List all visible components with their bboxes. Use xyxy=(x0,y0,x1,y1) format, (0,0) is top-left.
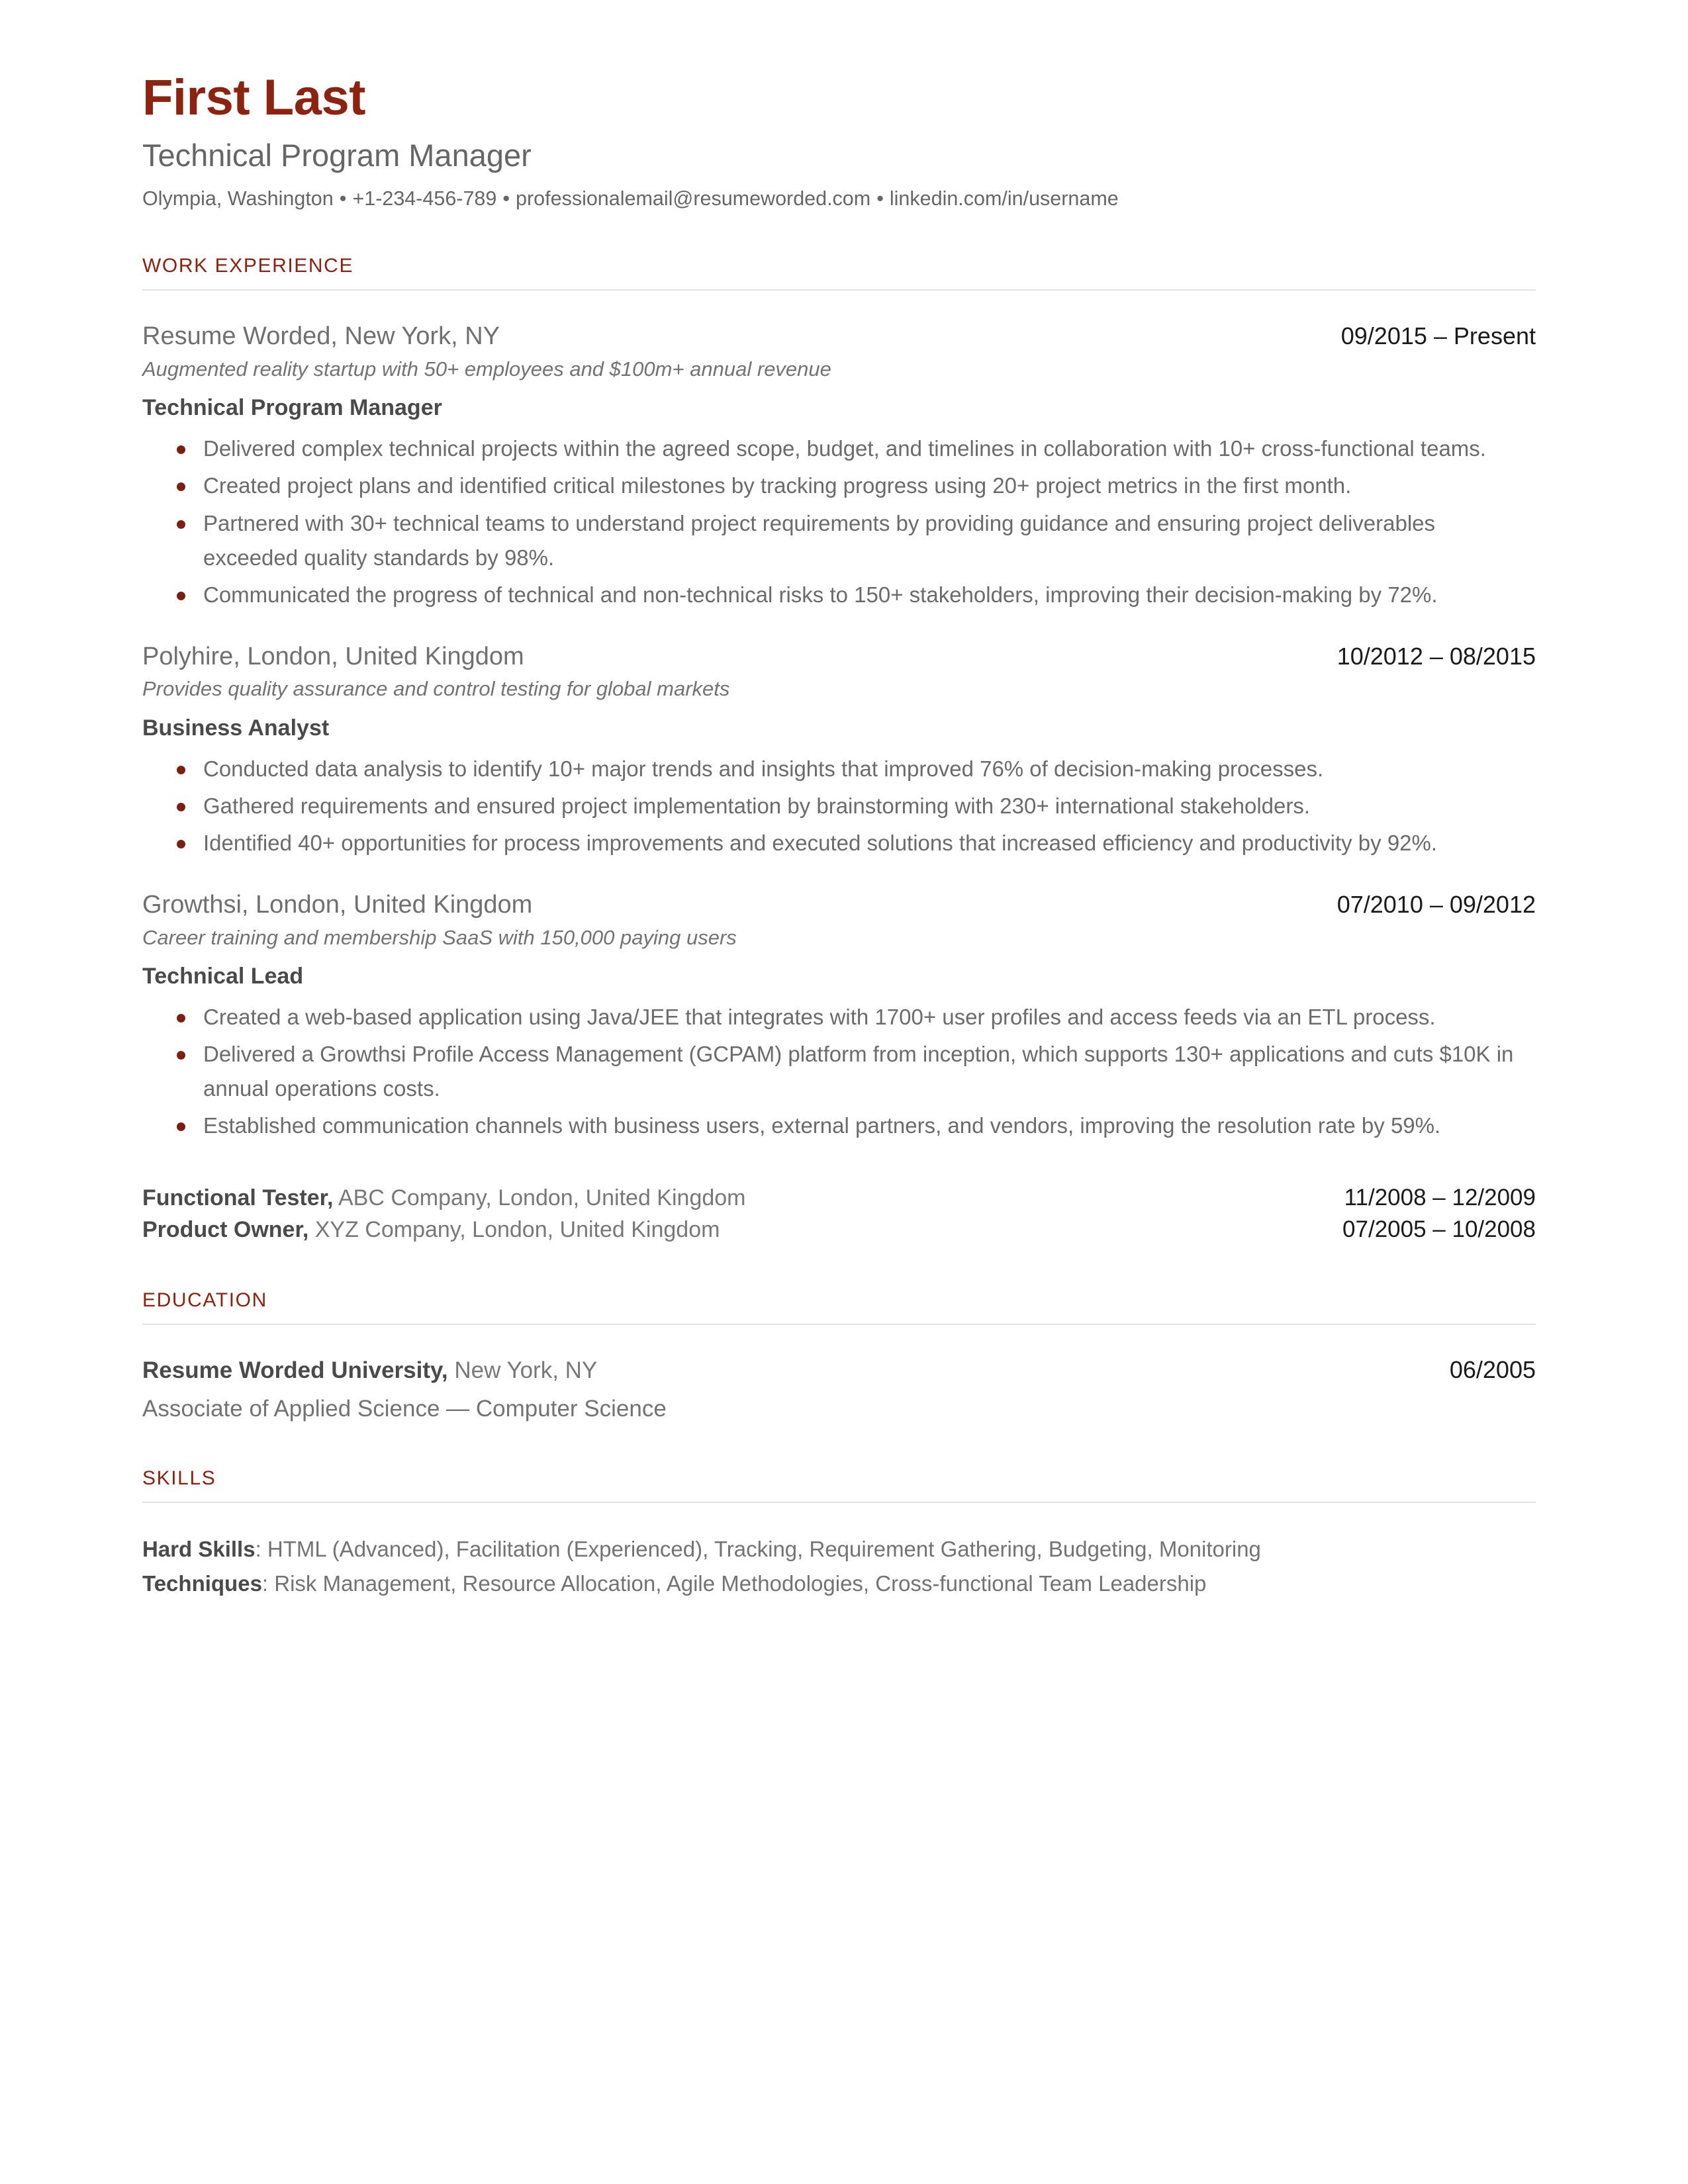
job-bullet-list xyxy=(142,432,1536,612)
job-bullet: Established communication channels with business users, external partners, and vendors, improving the resolution rate by 59%. xyxy=(142,1109,1536,1143)
job-bullet: Partnered with 30+ technical teams to understand project requirements by providing guidance and ensuring project deliverables exceeded quality standards by 98%. xyxy=(142,506,1536,575)
job-bullet: Delivered complex technical projects within the agreed scope, budget, and timelines in collaboration with 10+ cross-functional teams. xyxy=(142,432,1536,466)
short-role-dates: 11/2008 – 12/2009 xyxy=(1344,1184,1536,1210)
short-role-dates: 07/2005 – 10/2008 xyxy=(1342,1216,1536,1242)
job-company-blurb: Provides quality assurance and control testing for global markets xyxy=(142,677,730,701)
contact-separator-icon: • xyxy=(502,187,510,210)
job-company-blurb: Augmented reality startup with 50+ employees and $100m+ annual revenue xyxy=(142,357,831,381)
job-entry xyxy=(142,321,1536,612)
skill-line xyxy=(142,1568,1536,1600)
section-education xyxy=(142,1289,1536,1424)
contact-phone: +1-234-456-789 xyxy=(352,187,497,210)
education-school-name: Resume Worded University, xyxy=(142,1357,448,1384)
short-role-text xyxy=(142,1214,720,1246)
skill-category-label: Techniques xyxy=(142,1570,262,1596)
section-divider xyxy=(142,1324,1536,1325)
job-dates: 09/2015 – Present xyxy=(1340,322,1536,350)
contact-linkedin[interactable]: linkedin.com/in/username xyxy=(889,187,1119,210)
short-role-text xyxy=(142,1182,746,1214)
candidate-name: First Last xyxy=(142,69,366,126)
job-header-row xyxy=(142,641,1536,672)
job-bullet: Conducted data analysis to identify 10+ major trends and insights that improved 76% of decision-making processes. xyxy=(142,752,1536,786)
education-date: 06/2005 xyxy=(1449,1356,1536,1384)
skill-line xyxy=(142,1533,1536,1565)
short-role-row xyxy=(142,1182,1536,1214)
job-header-row xyxy=(142,889,1536,920)
section-title-skills: SKILLS xyxy=(142,1467,216,1490)
section-title-education: EDUCATION xyxy=(142,1289,267,1312)
contact-line xyxy=(142,186,1536,211)
job-role-title: Technical Program Manager xyxy=(142,395,442,421)
contact-email[interactable]: professionalemail@resumeworded.com xyxy=(516,187,871,210)
job-role-title: Business Analyst xyxy=(142,715,330,741)
short-role-title: Product Owner, xyxy=(142,1216,309,1242)
job-role-title: Technical Lead xyxy=(142,963,304,989)
job-dates: 10/2012 – 08/2015 xyxy=(1336,642,1536,670)
section-skills xyxy=(142,1467,1536,1600)
section-title-work-experience: WORK EXPERIENCE xyxy=(142,255,354,277)
education-school xyxy=(142,1355,597,1386)
job-company: Polyhire, London, United Kingdom xyxy=(142,642,524,670)
section-divider xyxy=(142,289,1536,291)
short-role-company: ABC Company, London, United Kingdom xyxy=(333,1185,746,1210)
section-divider xyxy=(142,1502,1536,1503)
short-roles-group xyxy=(142,1182,1536,1246)
short-role-row xyxy=(142,1214,1536,1246)
job-bullet: Communicated the progress of technical and non-technical risks to 150+ stakeholders, improving their decision-making by 72%. xyxy=(142,578,1536,612)
section-work-experience xyxy=(142,255,1536,1246)
job-bullet: Created project plans and identified critical milestones by tracking progress using 20+ project metrics in the first month. xyxy=(142,469,1536,503)
short-role-company: XYZ Company, London, United Kingdom xyxy=(308,1216,720,1242)
contact-location: Olympia, Washington xyxy=(142,187,334,210)
job-bullet: Delivered a Growthsi Profile Access Management (GCPAM) platform from inception, which supports 130+ applications and cuts $10K in annual operations costs. xyxy=(142,1037,1536,1106)
job-entry xyxy=(142,641,1536,860)
job-header-row xyxy=(142,321,1536,351)
skill-category-values: : Risk Management, Resource Allocation, Agile Methodologies, Cross-functional Team Leadership xyxy=(261,1570,1207,1596)
job-entry xyxy=(142,889,1536,1143)
education-entry-row xyxy=(142,1355,1536,1386)
job-bullet: Gathered requirements and ensured project implementation by brainstorming with 230+ international stakeholders. xyxy=(142,789,1536,823)
job-bullet: Identified 40+ opportunities for process improvements and executed solutions that increased efficiency and productivity by 92%. xyxy=(142,826,1536,860)
candidate-headline: Technical Program Manager xyxy=(142,138,532,173)
skill-category-label: Hard Skills xyxy=(142,1537,256,1562)
job-company: Resume Worded, New York, NY xyxy=(142,322,500,351)
resume-header xyxy=(142,69,1536,211)
job-bullet: Created a web-based application using Java/JEE that integrates with 1700+ user profiles and access feeds via an ETL process. xyxy=(142,1000,1536,1034)
skill-category-values: : HTML (Advanced), Facilitation (Experienced), Tracking, Requirement Gathering, Budgeting, Monitoring xyxy=(255,1537,1261,1562)
job-company: Growthsi, London, United Kingdom xyxy=(142,891,533,919)
contact-separator-icon: • xyxy=(876,187,884,210)
short-role-title: Functional Tester, xyxy=(142,1185,334,1210)
contact-separator-icon: • xyxy=(339,187,347,210)
job-company-blurb: Career training and membership SaaS with 150,000 paying users xyxy=(142,925,737,949)
job-bullet-list xyxy=(142,752,1536,860)
education-degree: Associate of Applied Science — Computer Science xyxy=(142,1395,667,1422)
job-bullet-list xyxy=(142,1000,1536,1144)
job-dates: 07/2010 – 09/2012 xyxy=(1336,891,1536,919)
education-school-location: New York, NY xyxy=(447,1357,598,1384)
